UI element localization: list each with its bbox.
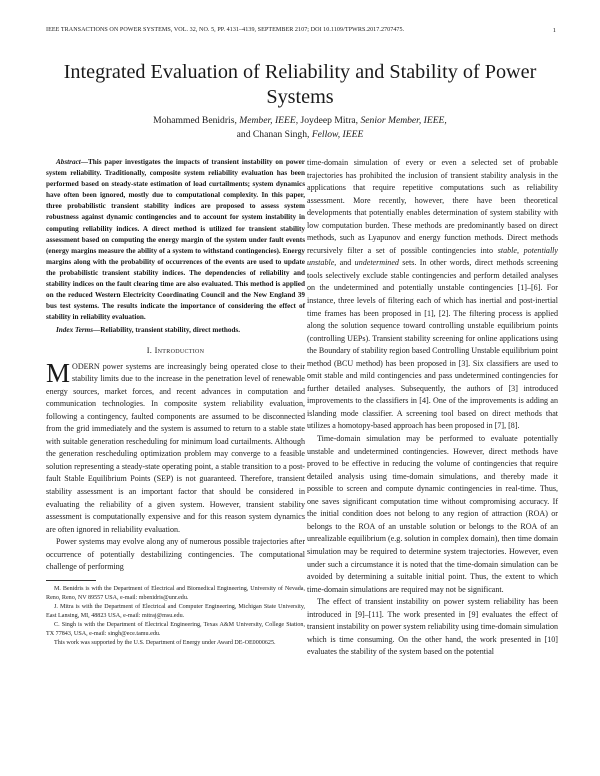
- separator-1: ,: [516, 245, 524, 255]
- author-3-name: and Chanan Singh,: [236, 129, 310, 140]
- right-paragraph-1: [307, 157, 558, 433]
- section-title: Introduction: [154, 345, 205, 355]
- term-stable: stable: [497, 245, 517, 255]
- running-header: [46, 27, 556, 39]
- section-heading-introduction: [46, 345, 305, 357]
- author-1-name: Mohammed Benidris,: [153, 115, 237, 126]
- index-terms-label: Index Terms: [56, 326, 94, 335]
- term-undetermined: undetermined: [354, 258, 399, 268]
- author-1-role: Member, IEEE,: [239, 115, 299, 126]
- running-header-text: IEEE TRANSACTIONS ON POWER SYSTEMS, VOL. 32, NO. 5, PP. 4131–4139, SEPTEMBER 2107; DOI 10.1109/TPWRS.2017.2707475.: [46, 27, 405, 33]
- footnote-author-2: J. Mitra is with the Department of Electrical and Computer Engineering, Michigan State University, East Lansing, MI, 48823 USA, e-mail: mitraj@msu.edu.: [46, 603, 305, 620]
- drop-cap: M: [46, 357, 71, 388]
- intro-paragraph-1-text: power systems are increasingly being operated close to their stability limits due to the increase in the penetration level of renewable energy sources, market forces, and recent advances in computation and communication technologies. In composite system reliability evaluation, following a contingency, faulted components are assumed to be disconnected from the grid immediately and the system is assumed to return to a stable state with suitable generation rescheduling for minimum load curtailments. Although the generation rescheduling optimization problem may converge to a feasible solution representing a steady-state operating point, a stable transition to a post-fault Stable Equilibrium Points (SEP) is not guaranteed. Therefore, transient stability assessment is an important factor that should be considered in evaluating the reliability of a given system. However, transient stability assessment is computationally expensive and for this reason system dynamics are often ignored in reliability evaluation.: [46, 361, 305, 534]
- page-number: 1: [552, 27, 556, 34]
- footnote-divider: [46, 580, 96, 581]
- left-column: [46, 157, 305, 648]
- author-2-name: Joydeep Mitra,: [300, 115, 359, 126]
- section-numeral: I.: [146, 345, 153, 355]
- abstract-label: Abstract: [56, 158, 81, 166]
- right-column: [307, 157, 558, 659]
- footnote-author-3: C. Singh is with the Department of Electrical Engineering, Texas A&M University, College Station, TX 77843, USA, e-mail: singh@ece.tamu.edu.: [46, 622, 305, 638]
- index-terms: [46, 325, 305, 336]
- right-paragraph-3: The effect of transient instability on power system reliability has been introduced in [9]–[11]. The work presented in [9] evaluates the effect of transient instability on power system reliability using time-domain simulation which is time consuming. On the other hand, the work presented in [10] evaluates the stability of the system based on the potential: [307, 597, 558, 657]
- paper-title: Integrated Evaluation of Reliability and Stability of Power Systems: [63, 61, 537, 108]
- separator-2: , and: [334, 258, 355, 268]
- author-3-role: Fellow, IEEE: [311, 129, 364, 140]
- term-potentially-unstable: potentially unstable: [307, 245, 558, 268]
- footnote-funding: This work was supported by the U.S. Department of Energy under Award DE-OE0000625.: [54, 640, 276, 647]
- footnote-author-1: M. Benidris is with the Department of Electrical and Biomedical Engineering, University of Nevada, Reno, Reno, NV 89557 USA, e-mail: mbenidris@unr.edu.: [46, 585, 305, 601]
- abstract-text: —This paper investigates the impacts of transient instability on power system reliability. Traditionally, composite system reliability evaluation has been performed based on steady-state estimation of load curtailments; system dynamics have often been ignored, mostly due to computational complexity. In this paper, three probabilistic transient stability indices are proposed to assess system robustness against dynamic contingencies and to account for system instability in computing reliability indices. A direct method is utilized for transient stability assessment based on computing the energy margin of the system under fault events (energy margins measure the ability of a system to withstand contingencies). Energy margins along with the probability of occurrences of the events are used to update the probabilistic transient stability indices. The dependencies of reliability and stability indices on the fault clearing time are also evaluated. This method is applied on the reduced Western Electricity Coordinating Council and the New England 39 bus test systems. The results indicate the importance of considering the effect of stability in reliability evaluation.: [46, 158, 305, 322]
- author-2-role: Senior Member, IEEE,: [360, 115, 447, 126]
- abstract: [46, 157, 305, 323]
- author-list: [40, 114, 560, 142]
- right-paragraph-2: Time-domain simulation may be performed to evaluate potentially unstable and undetermined contingencies. However, direct methods have proved to be effective in reducing the volume of contingencies that require detailed analysis using time-domain simulations, and thereby made it possible to screen and compute dynamic contingencies in real-time. Thus, one saves significant computation time without compromising accuracy. If the initial condition does not belong to any region of attraction (ROA) or belongs to the ROA of an unstable solution or belongs to the ROA of an unrealizable equilibrium (e.g. solution in complex domain), then time domain simulation may be required to determine system trajectories. However, even under such a circumstance it is noted that the time-domain simulation can be avoided by determining a suitable initial point. Thus, the extent to which time-domain simulations are required may not be significant.: [307, 434, 558, 594]
- intro-paragraph-1: [46, 357, 305, 537]
- intro-first-word: ODERN: [72, 361, 100, 371]
- right-paragraph-1-text-a: time-domain simulation of every or even a selected set of probable trajectories has prohibited the inclusion of transient stability analysis in the applications that require repetitive computations such as reliability assessment. More recently, however, there have been theoretical developments that potentially enables determination of system stability with low computation burden. These methods are predominantly based on direct methods, such as Lyapunov and energy function methods. Direct methods recursively filter a set of possible contingencies into: [307, 158, 558, 255]
- intro-paragraph-2: Power systems may evolve along any of numerous possible trajectories after occurrence of potentially destabilizing contingencies. The computational challenge of performing: [46, 537, 305, 572]
- index-terms-text: —Reliability, transient stability, direct methods.: [93, 326, 241, 335]
- right-paragraph-1-text-b: sets. In other words, direct methods screening tools selectively exclude stable contingencies and perform detailed analyses on the undetermined and potentially unstable contingencies [1]–[6]. For instance, three levels of filtering each of which has inertial and post-inertial time frames has been proposed in [1], [2]. The filtering process is applied along the solution sequence toward controlling unstable equilibrium points (controlling UEPs). Transient stability screening for online applications using the Boundary of stability region based Controlling Unstable equilibrium point method (BCU method) has been proposed in [3]. Six classifiers are used to omit stable and mild contingencies and pass undetermined contingencies for further detailed analyses. Subsequently, the authors of [3] introduced improvements to the classifiers in [4]. One of the improvements is adding an islanding mode classifier. A screening tool based on direct methods that utilizes a homotopy-based approach has been proposed in [7], [8].: [307, 258, 558, 431]
